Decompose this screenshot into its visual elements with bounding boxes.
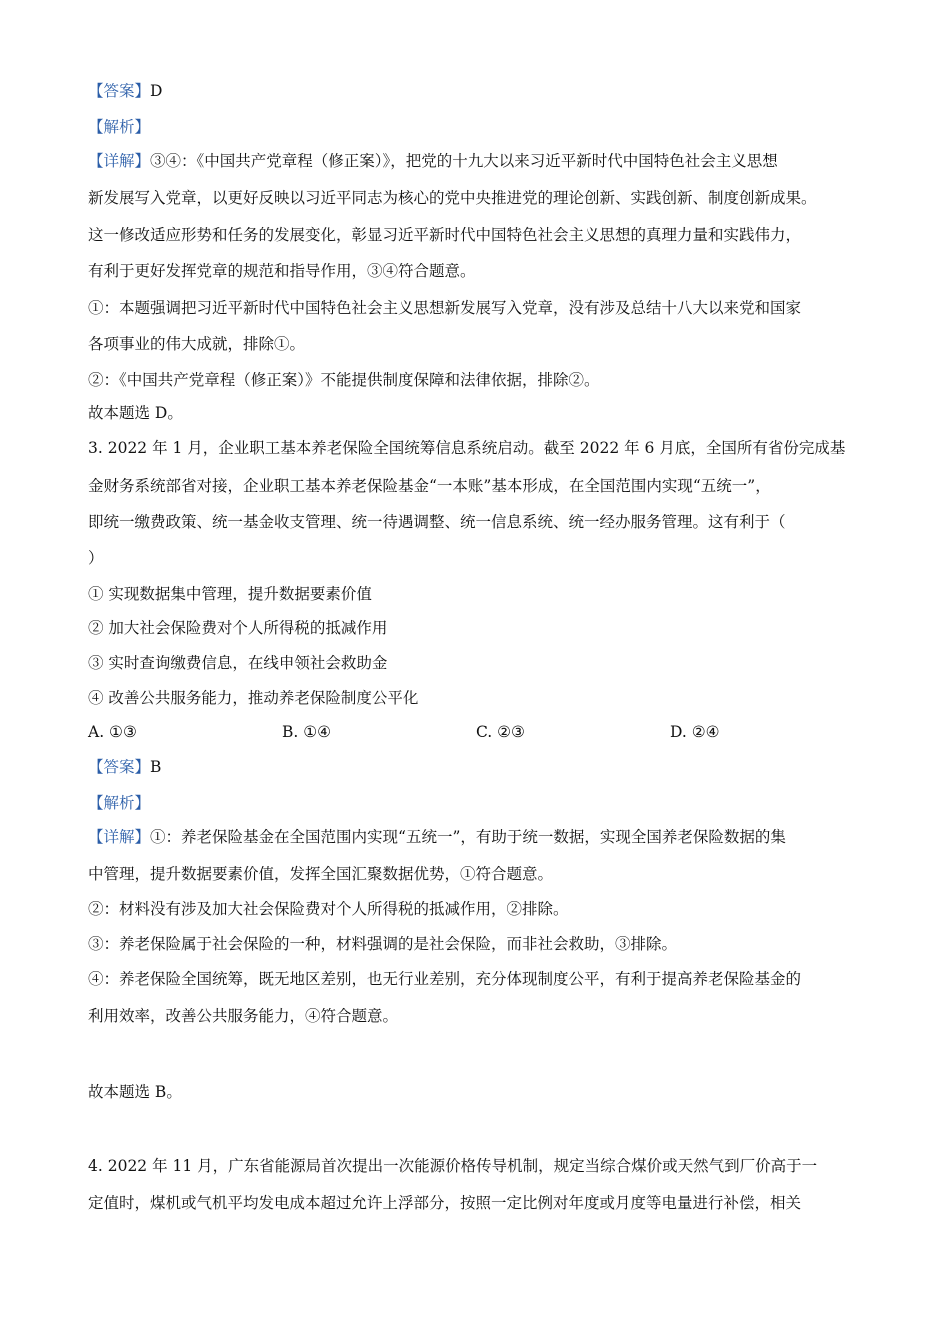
detail-text: 中管理，提升数据要素价值，发挥全国汇聚数据优势，①符合题意。: [88, 865, 554, 883]
detail-text: ①：本题强调把习近平新时代中国特色社会主义思想新发展写入党章，没有涉及总结十八大以来党和国家: [88, 299, 802, 317]
option-d: D. ②④: [670, 723, 720, 741]
answer-line: [88, 81, 162, 101]
detail-tag: 【详解】: [88, 152, 151, 170]
detail-text: 利用效率，改善公共服务能力，④符合题意。: [88, 1007, 399, 1025]
detail-text: ②：材料没有涉及加大社会保险费对个人所得税的抵减作用，②排除。: [88, 900, 569, 918]
choice-item: ① 实现数据集中管理，提升数据要素价值: [88, 585, 372, 603]
choice-item: ③ 实时查询缴费信息，在线申领社会救助金: [88, 654, 388, 672]
conclusion-text: 故本题选 D。: [88, 404, 183, 422]
analysis-tag: 【解析】: [88, 794, 151, 812]
detail-text: ③：养老保险属于社会保险的一种，材料强调的是社会保险，而非社会救助，③排除。: [88, 935, 678, 953]
analysis-tag: 【解析】: [88, 118, 151, 136]
question-stem: 即统一缴费政策、统一基金收支管理、统一待遇调整、统一信息系统、统一经办服务管理。这有利于（: [88, 513, 786, 531]
detail-text: 各项事业的伟大成就，排除①。: [88, 335, 306, 353]
detail-text: ①：养老保险基金在全国范围内实现“五统一”，有助于统一数据，实现全国养老保险数据的集: [150, 828, 786, 846]
detail-text: 这一修改适应形势和任务的发展变化，彰显习近平新时代中国特色社会主义思想的真理力量和实践伟力，: [88, 226, 802, 244]
detail-text: ④：养老保险全国统筹，既无地区差别，也无行业差别，充分体现制度公平，有利于提高养老保险基金的: [88, 970, 802, 988]
option-a: A. ①③: [88, 723, 137, 741]
question-stem: 3. 2022 年 1 月，企业职工基本养老保险全国统筹信息系统启动。截至 2022 年 6 月底，全国所有省份完成基: [88, 439, 846, 457]
answer-value: D: [150, 82, 163, 100]
question-stem: 金财务系统部省对接，企业职工基本养老保险基金“一本账”基本形成，在全国范围内实现“五统一”，: [88, 477, 771, 495]
detail-line: [88, 151, 778, 171]
option-c: C. ②③: [476, 723, 525, 741]
question-stem: 4. 2022 年 11 月，广东省能源局首次提出一次能源价格传导机制，规定当综合煤价或天然气到厂价高于一: [88, 1157, 818, 1175]
question-stem: 定值时，煤机或气机平均发电成本超过允许上浮部分，按照一定比例对年度或月度等电量进行补偿，相关: [88, 1194, 802, 1212]
detail-line: [88, 827, 786, 847]
detail-text: 有利于更好发挥党章的规范和指导作用，③④符合题意。: [88, 262, 476, 280]
option-b: B. ①④: [282, 723, 332, 741]
detail-tag: 【详解】: [88, 828, 151, 846]
detail-text: ③④：《中国共产党章程（修正案）》，把党的十九大以来习近平新时代中国特色社会主义思想: [150, 152, 778, 170]
detail-text: ②：《中国共产党章程（修正案）》不能提供制度保障和法律依据，排除②。: [88, 371, 600, 389]
answer-tag: 【答案】: [88, 82, 151, 100]
conclusion-text: 故本题选 B。: [88, 1083, 182, 1101]
answer-value: B: [150, 758, 162, 776]
answer-line: [88, 757, 161, 777]
choice-item: ④ 改善公共服务能力，推动养老保险制度公平化: [88, 689, 419, 707]
question-stem: ）: [88, 549, 104, 567]
choice-item: ② 加大社会保险费对个人所得税的抵减作用: [88, 619, 388, 637]
answer-tag: 【答案】: [88, 758, 151, 776]
detail-text: 新发展写入党章，以更好反映以习近平同志为核心的党中央推进党的理论创新、实践创新、制度创新成果。: [88, 189, 817, 207]
